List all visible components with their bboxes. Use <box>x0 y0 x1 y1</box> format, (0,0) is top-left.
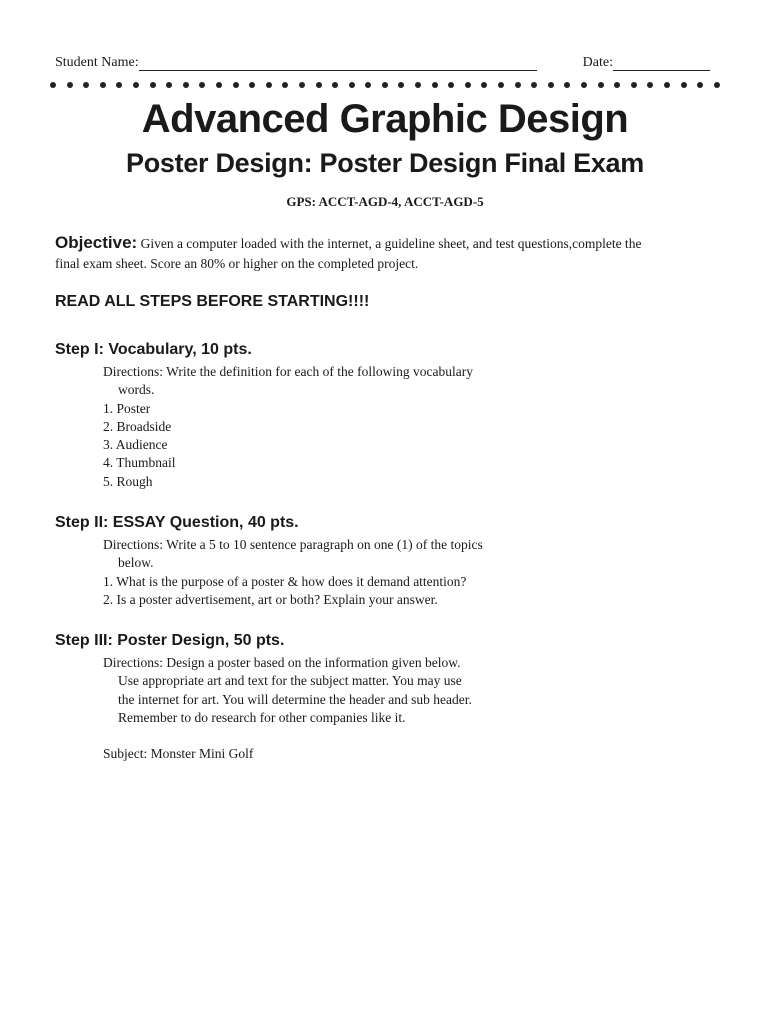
objective-line-1 <box>55 233 705 254</box>
step-3-directions-1: Directions: Design a poster based on the information given below. <box>103 655 461 670</box>
step-3-subject: Subject: Monster Mini Golf <box>103 746 254 762</box>
step-2-directions-1: Directions: Write a 5 to 10 sentence paragraph on one (1) of the topics <box>103 537 483 552</box>
divider-dot <box>199 82 205 88</box>
student-name-label: Student Name: <box>55 55 139 70</box>
step-1-directions-1: Directions: Write the definition for each of the following vocabulary <box>103 364 473 379</box>
divider-dot <box>681 82 687 88</box>
step-1-heading: Step I: Vocabulary, 10 pts. <box>55 341 252 358</box>
list-item: 1. What is the purpose of a poster & how does it demand attention? <box>103 573 467 589</box>
divider-dot <box>481 82 487 88</box>
divider-dot <box>697 82 703 88</box>
divider-dot <box>598 82 604 88</box>
step-1 <box>55 340 695 491</box>
divider-dot <box>50 82 56 88</box>
divider-dot <box>515 82 521 88</box>
list-item: 2. Is a poster advertisement, art or both? Explain your answer. <box>103 591 438 607</box>
objective-label: Objective: <box>55 233 138 252</box>
page-subtitle: Poster Design: Poster Design Final Exam <box>126 148 644 178</box>
divider-dot <box>498 82 504 88</box>
divider-dot <box>432 82 438 88</box>
divider-dot <box>100 82 106 88</box>
divider-dot <box>564 82 570 88</box>
divider-dot <box>83 82 89 88</box>
step-1-body <box>103 363 695 491</box>
step-3-directions-3: the internet for art. You will determine the header and sub header. <box>118 691 472 707</box>
student-name-blank <box>139 56 537 71</box>
divider-dot <box>349 82 355 88</box>
step-1-directions-2: words. <box>118 382 155 398</box>
header-line <box>55 55 710 71</box>
date-field <box>583 55 710 71</box>
divider-dot <box>299 82 305 88</box>
step-3 <box>55 631 695 763</box>
date-blank <box>613 56 710 71</box>
divider-dot <box>133 82 139 88</box>
step-2-heading: Step II: ESSAY Question, 40 pts. <box>55 514 299 531</box>
divider-dot <box>67 82 73 88</box>
step-3-directions-2: Use appropriate art and text for the subject matter. You may use <box>118 673 462 689</box>
divider-dot <box>415 82 421 88</box>
divider-dot <box>614 82 620 88</box>
divider-dot <box>365 82 371 88</box>
objective-text-1: Given a computer loaded with the internet, a guideline sheet, and test questions,complete the <box>140 236 642 251</box>
divider-dot <box>664 82 670 88</box>
dotted-divider <box>50 79 720 91</box>
page-title: Advanced Graphic Design <box>141 97 629 141</box>
divider-dot <box>183 82 189 88</box>
divider-dot <box>548 82 554 88</box>
divider-dot <box>631 82 637 88</box>
step-3-body <box>103 654 695 763</box>
divider-dot <box>282 82 288 88</box>
divider-dot <box>332 82 338 88</box>
list-item: 5. Rough <box>103 473 153 489</box>
date-label: Date: <box>582 55 613 70</box>
divider-dot <box>531 82 537 88</box>
divider-dot <box>216 82 222 88</box>
step-3-directions-4: Remember to do research for other companies like it. <box>118 709 406 725</box>
divider-dot <box>465 82 471 88</box>
divider-dot <box>233 82 239 88</box>
divider-dot <box>448 82 454 88</box>
list-item: 4. Thumbnail <box>103 455 176 471</box>
divider-dot <box>581 82 587 88</box>
divider-dot <box>266 82 272 88</box>
divider-dot <box>166 82 172 88</box>
objective <box>55 233 705 274</box>
divider-dot <box>316 82 322 88</box>
list-item: 3. Audience <box>103 437 168 453</box>
gps-standards: GPS: ACCT-AGD-4, ACCT-AGD-5 <box>286 194 484 209</box>
divider-dot <box>116 82 122 88</box>
step-2-directions-2: below. <box>118 555 154 571</box>
step-3-heading: Step III: Poster Design, 50 pts. <box>55 632 285 649</box>
divider-dot <box>398 82 404 88</box>
step-2 <box>55 513 695 609</box>
list-item: 2. Broadside <box>103 418 172 434</box>
divider-dot <box>150 82 156 88</box>
divider-dot <box>647 82 653 88</box>
read-all-warning: READ ALL STEPS BEFORE STARTING!!!! <box>55 293 370 310</box>
step-2-body <box>103 536 695 609</box>
objective-text-2: final exam sheet. Score an 80% or higher on the completed project. <box>55 256 419 271</box>
divider-dot <box>714 82 720 88</box>
divider-dot <box>382 82 388 88</box>
list-item: 1. Poster <box>103 400 151 416</box>
divider-dot <box>249 82 255 88</box>
